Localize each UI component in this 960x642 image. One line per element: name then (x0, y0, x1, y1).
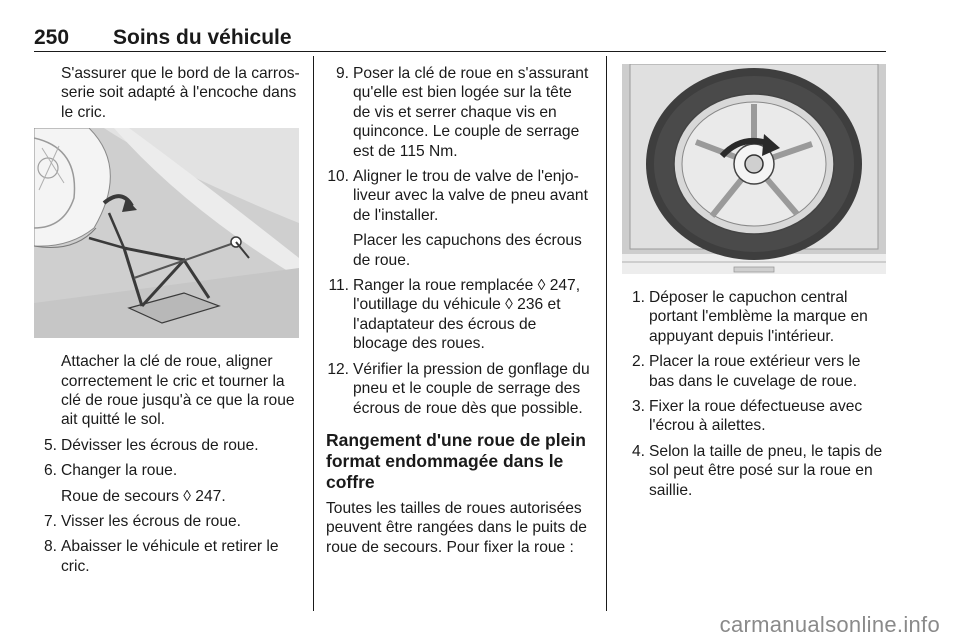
column-2 (326, 64, 592, 557)
section-body: Toutes les tailles de roues autorisées peuvent être rangées dans le puits de roue de secours. Pour fixer la roue : (326, 499, 587, 556)
list-item: 11. Ranger la roue remplacée ◊ 247, l'outillage du véhicule ◊ 236 et l'adaptateur des écrous de blocage des roues. (328, 277, 581, 353)
list-item: 1. Déposer le capuchon central portant l'emblème la marque en appuyant depuis l'intérieur. (631, 289, 868, 345)
list-item: 10. Aligner le trou de valve de l'enjoliveur avec la valve de pneu avant de l'installer. (327, 168, 588, 224)
page-reference-link[interactable]: 236 et (517, 296, 561, 314)
column-3 (622, 64, 888, 500)
section-heading: Rangement d'une roue de plein format endommagée dans le coffre (326, 429, 586, 492)
column-1 (34, 64, 302, 576)
reference-icon: ◊ (505, 296, 513, 314)
intro-paragraph: S'assurer que le bord de la carrosserie soit adapté à l'encoche dans le cric. (61, 65, 300, 121)
column-divider-2 (606, 56, 607, 611)
reference-icon: ◊ (183, 487, 191, 505)
list-item: 12. Vérifier la pression de gonflage du pneu et le couple de serrage des écrous de roue dès que possible. (327, 360, 590, 417)
page-number: 250 (34, 26, 70, 49)
page-header (34, 26, 886, 52)
list-item: 6. Changer la roue. (43, 462, 178, 480)
list-item: 5. Dévisser les écrous de roue. (43, 436, 259, 454)
jack-illustration (34, 128, 299, 338)
page-title: Soins du véhicule (113, 26, 292, 49)
watermark: carmanualsonline.info (719, 612, 940, 637)
reference-icon: ◊ (537, 277, 546, 295)
list-item: 9. Poser la clé de roue en s'assurant qu'elle est bien logée sur la tête de vis et serrer chaque vis en quinconce. Le couple de serrage est de 115 Nm. (335, 65, 589, 160)
column-divider-1 (313, 56, 314, 611)
list-item: 2. Placer la roue extérieur vers le bas dans le cuvelage de roue. (631, 353, 861, 390)
instruction-paragraph: Attacher la clé de roue, aligner correctement le cric et tourner la clé de roue jusqu'à ce que la roue ait quitté le sol. (61, 353, 295, 429)
list-item: 7. Visser les écrous de roue. (43, 513, 241, 531)
hub-cap-note: Placer les capuchons des écrous de roue. (353, 232, 582, 269)
list-item: 8. Abaisser le véhicule et retirer le cric. (43, 538, 279, 575)
list-item: 4. Selon la taille de pneu, le tapis de sol peut être posé sur la roue en saillie. (631, 442, 883, 499)
page-reference-link[interactable]: 247. (195, 487, 226, 505)
list-item: 3. Fixer la roue défectueuse avec l'écrou à ailettes. (631, 398, 863, 435)
spare-wheel-note: Roue de secours ◊ 247. (61, 487, 226, 505)
page-reference-link[interactable]: 247, (549, 277, 581, 295)
spare-wheel-well-illustration (622, 64, 886, 274)
